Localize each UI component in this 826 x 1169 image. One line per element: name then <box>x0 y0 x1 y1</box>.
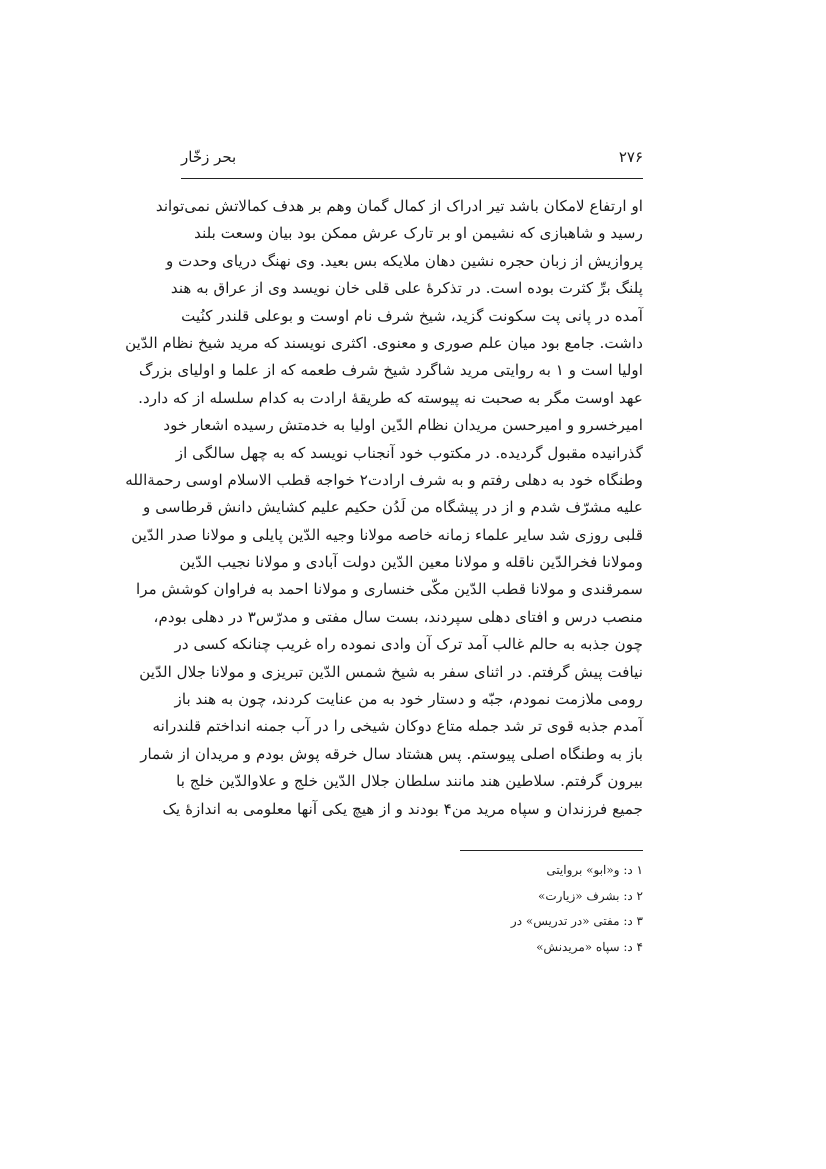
body-line: علیه مشرّف شدم و از در پیشگاه من لَدُن حکیم علیم کشایش دانش قرطاسی و <box>143 498 643 517</box>
body-line: وطنگاه خود به دهلی رفتم و به شرف ارادت۲ خواجه قطب الاسلام اوسی رحمةالله <box>125 470 643 489</box>
body-line: جمیع فرزندان و سپاه مرید من۴ بودند و از هیچ یکی آنها معلومی به اندازهٔ یک <box>162 799 643 818</box>
footnote-divider <box>460 850 643 851</box>
body-line: نیافت پیش گرفتم. در اثنای سفر به شیخ شمس الدّین تبریزی و مولانا جلال الدّین <box>139 662 643 681</box>
body-line: گذرانیده مقبول گردیده. در مکتوب خود آنجناب نویسد که به چهل سالگی از <box>175 443 643 462</box>
page-number: ۲۷۶ <box>618 148 643 166</box>
running-title: بحر زخّار <box>181 148 237 166</box>
body-line: آمده در پانی پت سکونت گزید، شیخ شرف نام اوست و بوعلی قلندر کنُیت <box>181 306 643 325</box>
body-line: داشت. جامع بود میان علم صوری و معنوی. اکثری نویسند که مرید شیخ نظام الدّین <box>125 333 643 352</box>
page-header <box>181 146 643 172</box>
body-text <box>125 193 643 823</box>
footnote: ۳ د: مفتی «در تدریس» در <box>510 914 643 928</box>
footnote: ۴ د: سپاه «مریدنش» <box>536 939 643 954</box>
footnotes <box>300 858 643 960</box>
body-line: رسید و شاهبازی که نشیمن او بر تارک عرش ممکن بود بیان وسعت بلند <box>194 224 643 243</box>
body-line: باز به وطنگاه اصلی پیوستم. پس هشتاد سال خرقه پوش بودم و مریدان از شمار <box>140 744 643 763</box>
body-line: رومی ملازمت نمودم، جبّه و دستار خود به من عنایت کردند، چون به هند باز <box>174 690 643 709</box>
body-line: پلنگ برِّ کثرت بوده است. در تذکرهٔ علی قلی خان نویسد وی از عراق به هند <box>170 279 643 298</box>
body-line: چون جذبه به حالم غالب آمد ترک آن وادی نموده راه غریب چنانکه کسی در <box>174 635 643 654</box>
footnote: ۱ د: و«ابو» بروایتی <box>546 863 643 877</box>
header-divider <box>181 178 643 179</box>
footnote: ۲ د: بشرف «زیارت» <box>538 888 643 903</box>
body-line: قلبی روزی شد سایر علماء زمانه خاصه مولانا وجیه الدّین پایلی و مولانا صدر الدّین <box>131 525 643 544</box>
body-line: آمدم جذبه قوی تر شد جمله متاع دوکان شیخی را در آب جمنه انداختم قلندرانه <box>152 717 643 736</box>
body-line: عهد اوست مگر به صحبت نه پیوسته که طریقهٔ ارادت به کدام سلسله از که دارد. <box>138 388 643 407</box>
body-line: ومولانا فخرالدّین ناقله و مولانا معین الدّین دولت آبادی و مولانا نجیب الدّین <box>179 553 643 572</box>
body-line: امیرخسرو و امیرحسن مریدان نظام الدّین اولیا به خدمتش رسیده اشعار خود <box>163 416 643 435</box>
body-line: اولیا است و ۱ به روایتی مرید شاگرد شیخ شرف طعمه که از علما و اولیای بزرگ <box>138 361 643 380</box>
body-line: او ارتفاع لامکان باشد تیر ادراک از کمال گمان وهم بر هدف کمالاتش نمی‌تواند <box>155 197 643 215</box>
body-line: بیرون گرفتم. سلاطین هند مانند سلطان جلال الدّین خلج و علاوالدّین خلج با <box>176 772 643 791</box>
body-line: پروازیش از زبان حجره نشین دهان ملایکه بس بعید. وی نهنگ دریای وحدت و <box>165 251 643 270</box>
body-line: منصب درس و افتای دهلی سپردند، بست سال مفتی و مدرّس۳ در دهلی بودم، <box>153 607 643 626</box>
body-line: سمرقندی و مولانا قطب الدّین مکّی خنساری و مولانا احمد به فراوان کوشش مرا <box>136 580 643 599</box>
